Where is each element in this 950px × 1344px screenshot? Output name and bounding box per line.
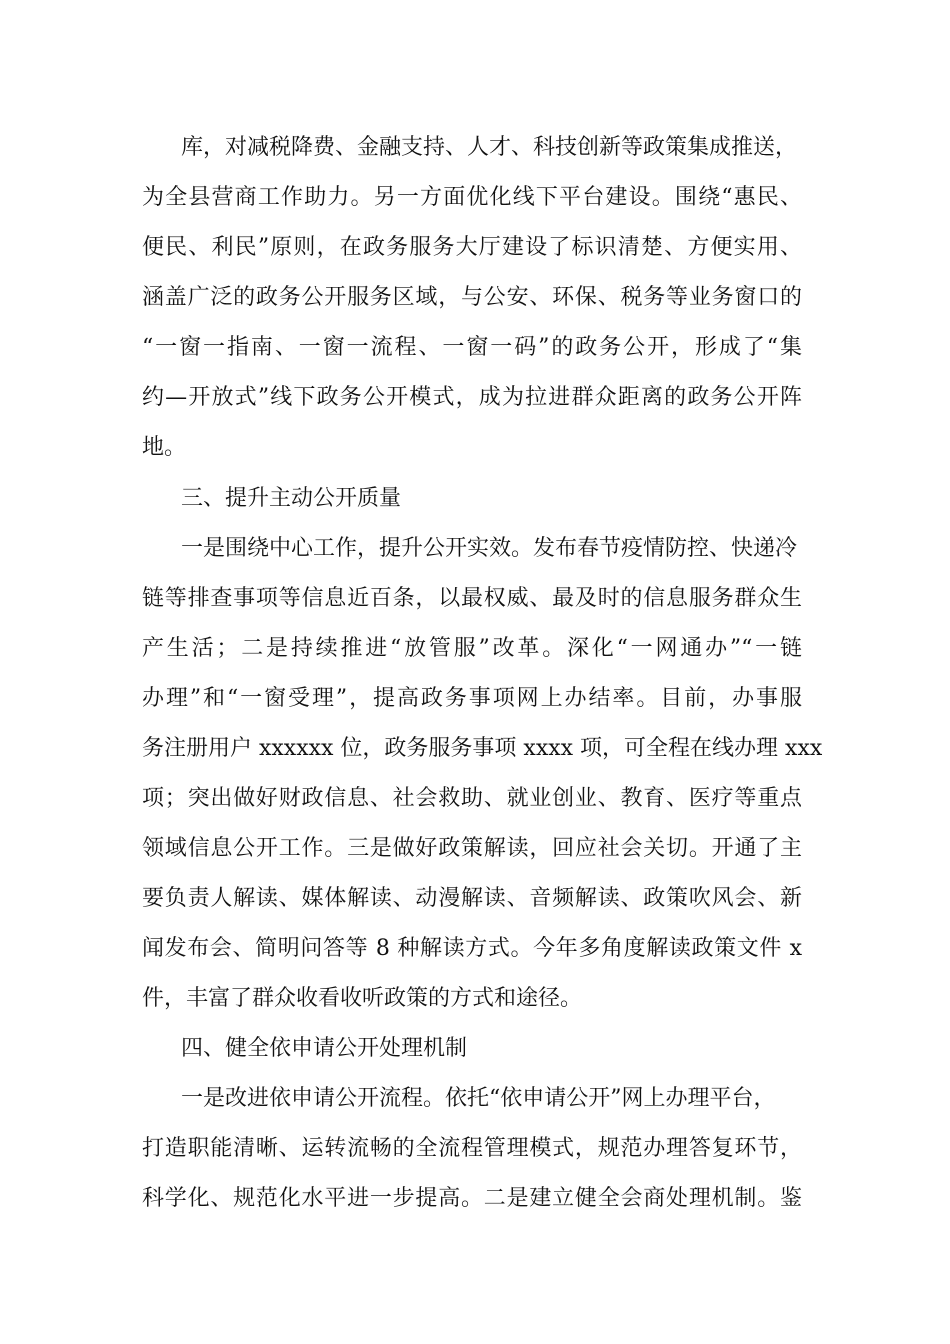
body-text-line: 项；突出做好财政信息、社会救助、就业创业、教育、医疗等重点 bbox=[142, 786, 802, 811]
body-text-line: 领域信息公开工作。三是做好政策解读，回应社会关切。开通了主 bbox=[142, 836, 802, 861]
body-text-line: 涵盖广泛的政务公开服务区域，与公安、环保、税务等业务窗口的 bbox=[142, 285, 802, 310]
body-text-line: 一是改进依申请公开流程。依托“依申请公开”网上办理平台， bbox=[181, 1086, 776, 1111]
body-text-line: 打造职能清晰、运转流畅的全流程管理模式，规范办理答复环节， bbox=[142, 1136, 802, 1161]
body-text-line: 科学化、规范化水平进一步提高。二是建立健全会商处理机制。鉴 bbox=[142, 1186, 802, 1211]
body-text-line: 产生活；二是持续推进“放管服”改革。深化“一网通办”“一链 bbox=[142, 636, 802, 661]
body-text-line: 一是围绕中心工作，提升公开实效。发布春节疫情防控、快递冷 bbox=[181, 536, 798, 561]
body-text-line: 件，丰富了群众收看收听政策的方式和途径。 bbox=[142, 986, 583, 1011]
body-text-line: 务注册用户 xxxxxx 位，政务服务事项 xxxx 项，可全程在线办理 xxx bbox=[142, 736, 823, 761]
body-text-line: 地。 bbox=[142, 435, 187, 460]
body-text-line: 办理”和“一窗受理”，提高政务事项网上办结率。目前，办事服 bbox=[142, 686, 802, 711]
body-text-line: 闻发布会、简明问答等 8 种解读方式。今年多角度解读政策文件 x bbox=[142, 936, 802, 961]
body-text-line: 为全县营商工作助力。另一方面优化线下平台建设。围绕“惠民、 bbox=[142, 185, 802, 210]
section-heading: 四、健全依申请公开处理机制 bbox=[181, 1036, 468, 1061]
body-text-line: 约—开放式”线下政务公开模式，成为拉进群众距离的政务公开阵 bbox=[142, 385, 802, 410]
body-text-line: 要负责人解读、媒体解读、动漫解读、音频解读、政策吹风会、新 bbox=[142, 886, 802, 911]
body-text-line: 库，对减税降费、金融支持、人才、科技创新等政策集成推送， bbox=[181, 135, 798, 160]
body-text-line: 便民、利民”原则，在政务服务大厅建设了标识清楚、方便实用、 bbox=[142, 235, 802, 260]
section-heading: 三、提升主动公开质量 bbox=[181, 486, 402, 511]
body-text-line: “一窗一指南、一窗一流程、一窗一码”的政务公开，形成了“集 bbox=[142, 335, 802, 360]
body-text-line: 链等排查事项等信息近百条，以最权威、最及时的信息服务群众生 bbox=[142, 586, 802, 611]
